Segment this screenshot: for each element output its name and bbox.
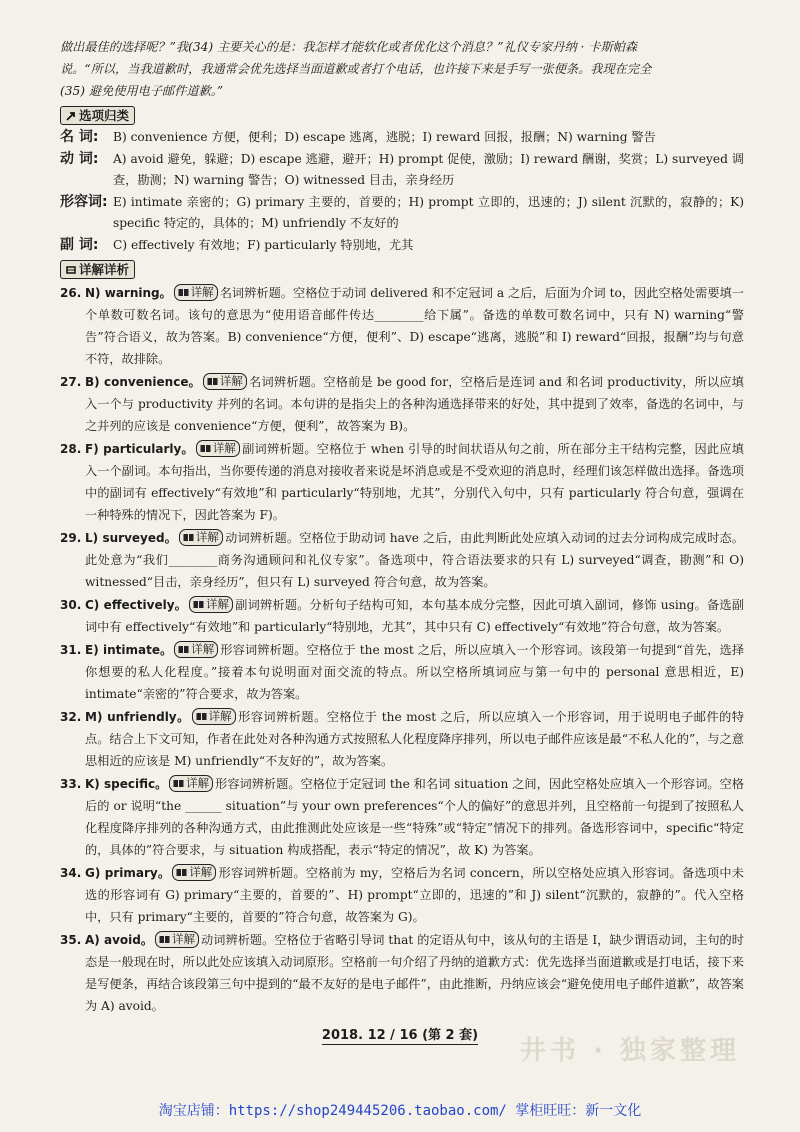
explanation-item bbox=[60, 639, 744, 705]
book-icon bbox=[196, 712, 207, 721]
intro-line: (35) 避免使用电子邮件道歉。” bbox=[60, 84, 224, 98]
vocab-label: 动 词: bbox=[60, 150, 99, 167]
detail-tag-label: 详解 bbox=[205, 597, 229, 611]
item-number: 27. bbox=[60, 375, 82, 389]
item-text: 动词辨析题。空格位于助动词 have 之后，由此判断此处应填入动词的过去分词构成完成时态。此处意为“我们________商务沟通顾问和礼仪专家”。备选项中，符合语法要求的只有 L) surveyed“调查，勘测”和 O) witnessed“目击，亲身经历”，但只有 L) surveyed 符合句意，故为答案。 bbox=[85, 531, 744, 589]
detail-tag bbox=[203, 373, 247, 390]
detail-tag bbox=[174, 641, 218, 658]
book-icon bbox=[159, 935, 170, 944]
page-content bbox=[60, 36, 744, 1018]
item-answer: C) effectively。 bbox=[85, 598, 187, 612]
item-answer: M) unfriendly。 bbox=[85, 710, 190, 724]
book-icon bbox=[178, 645, 189, 654]
vocab-row bbox=[60, 127, 744, 149]
intro-line: 做出最佳的选择呢？”我(34) 主要关心的是：我怎样才能软化或者优化这个消息？”礼仪专家丹纳 · 卡斯帕森 bbox=[60, 40, 638, 54]
detail-tag bbox=[179, 529, 223, 546]
book-icon bbox=[173, 779, 184, 788]
item-answer: K) specific。 bbox=[85, 777, 168, 791]
explanation-item bbox=[60, 706, 744, 772]
book-icon bbox=[178, 288, 189, 297]
item-text: 形容词辨析题。空格位于 the most 之后，所以应填入一个形容词。该段第一句提到“首先，选择你想要的私人化程度。”接着本句说明面对面交流的特点。所以空格所填词应与第一句中的 personal 意思相近，E) intimate“亲密的”符合要求，故为答案。 bbox=[85, 643, 745, 701]
section-title: 详解详析 bbox=[79, 262, 130, 277]
book-icon bbox=[66, 265, 76, 275]
item-answer: B) convenience。 bbox=[85, 375, 201, 389]
item-body bbox=[85, 371, 744, 437]
item-text: 动词辨析题。空格位于省略引导词 that 的定语从句中，该从句的主语是 I，缺少谓语动词，主句的时态是一般现在时，所以此处应该填入动词原形。空格前一句介绍了丹纳的道歉方式：优先选择当面道歉或是打电话，接下来是写便条，再结合该段第三句中提到的“最不友好的是电子邮件”，由此推断，丹纳应该会“避免使用电子邮件道歉”，故答案为 A) avoid。 bbox=[85, 933, 744, 1013]
item-body bbox=[85, 929, 744, 1017]
watermark: 井书 · 独家整理 bbox=[520, 1036, 740, 1066]
item-body bbox=[85, 282, 744, 370]
vocab-text: C) effectively 有效地；F) particularly 特别地，尤其 bbox=[113, 237, 414, 252]
detail-tag bbox=[189, 596, 233, 613]
explanation-item bbox=[60, 371, 744, 437]
item-number: 30. bbox=[60, 598, 82, 612]
detail-tag-label: 详解 bbox=[186, 776, 210, 790]
intro-line: 说。“所以，当我道歉时，我通常会优先选择当面道歉或者打个电话，也许接下来是手写一张便条。我现在完全 bbox=[60, 62, 652, 76]
item-body bbox=[85, 527, 744, 593]
vocab-row bbox=[60, 235, 744, 257]
detail-tag-label: 详解 bbox=[191, 642, 215, 656]
vocab-list bbox=[60, 127, 744, 256]
item-number: 34. bbox=[60, 866, 82, 880]
item-body bbox=[85, 594, 744, 638]
book-icon bbox=[183, 533, 194, 542]
explanation-item bbox=[60, 527, 744, 593]
section-heading-options bbox=[60, 106, 135, 125]
item-text: 名词辨析题。空格前是 be good for，空格后是连词 and 和名词 productivity，所以应填入一个与 productivity 并列的名词。本句讲的是指尖上的各种沟通选择带来的好处，其中提到了效率，备选的名词中，与之并列的应该是 convenience“方便，便利”，故答案为 B)。 bbox=[85, 375, 744, 433]
vocab-row bbox=[60, 149, 744, 192]
detail-tag-label: 详解 bbox=[208, 709, 232, 723]
detail-tag bbox=[196, 440, 240, 457]
book-icon bbox=[193, 600, 204, 609]
item-answer: F) particularly。 bbox=[85, 442, 194, 456]
item-text: 副词辨析题。分析句子结构可知，本句基本成分完整，因此可填入副词，修饰 using。备选副词中有 effectively“有效地”和 particularly“特别地，尤其”，其中只有 C) effectively“有效地”符合句意，故为答案。 bbox=[85, 598, 745, 634]
item-body bbox=[85, 639, 744, 705]
intro-paragraph bbox=[60, 36, 744, 102]
detail-tag bbox=[155, 931, 199, 948]
detail-tag-label: 详解 bbox=[195, 530, 219, 544]
explanation-item bbox=[60, 929, 744, 1017]
vocab-label: 名 词: bbox=[60, 129, 99, 145]
item-text: 形容词辨析题。空格位于 the most 之后，所以应填入一个形容词，用于说明电子邮件的特点。结合上下文可知，作者在此处对各种沟通方式按照私人化程度降序排列，所以电子邮件应该是最“不私人化的”，与之意思相近的应该是 M) unfriendly“不友好的”，故为答案。 bbox=[85, 710, 744, 768]
explanation-item bbox=[60, 594, 744, 638]
item-answer: E) intimate。 bbox=[85, 643, 173, 657]
item-text: 名词辨析题。空格位于动词 delivered 和不定冠词 a 之后，后面为介词 to，因此空格处需要填一个单数可数名词。该句的意思为“使用语音邮件传达________给下属”。备选的单数可数名词中，只有 N) warning“警告”符合语义，故为答案。B) convenience“方便，便利”、D) escape“逃离，逃脱”和 I) reward“回报，报酬”均与句意不符，故排除。 bbox=[85, 286, 744, 366]
vocab-label: 形容词: bbox=[60, 193, 108, 210]
section-title: 选项归类 bbox=[79, 108, 130, 123]
detail-tag-label: 详解 bbox=[190, 285, 214, 299]
item-body bbox=[85, 862, 744, 928]
detail-tag bbox=[174, 284, 218, 301]
explanation-item bbox=[60, 438, 744, 526]
item-answer: G) primary。 bbox=[85, 866, 171, 880]
book-icon bbox=[176, 868, 187, 877]
shop-footer[interactable]: 淘宝店铺：https://shop249445206.taobao.com/ 掌柜旺旺：新一文化 bbox=[158, 1103, 642, 1119]
item-text: 副词辨析题。空格位于 when 引导的时间状语从句之前，所在部分主干结构完整，因此应填入一个副词。本句指出，当你要传递的消息对接收者来说是坏消息或是不受欢迎的消息时，经理们该怎样做出选择。备选项中的副词有 effectively“有效地”和 particularly“特别地，尤其”，分别代入句中，只有 particularly 符合句意，强调在一种特殊的情况下，因此答案为 F)。 bbox=[85, 442, 744, 522]
explanation-item bbox=[60, 773, 744, 861]
item-body bbox=[85, 438, 744, 526]
item-answer: N) warning。 bbox=[85, 286, 172, 300]
detail-tag bbox=[172, 864, 216, 881]
detail-tag-label: 详解 bbox=[219, 374, 243, 388]
item-answer: L) surveyed。 bbox=[85, 531, 177, 545]
detail-tag bbox=[192, 708, 236, 725]
page-number-text: 2018. 12 / 16 (第 2 套) bbox=[321, 1028, 479, 1043]
vocab-text: A) avoid 避免，躲避；D) escape 逃避，避开；H) prompt 促使，激励；I) reward 酬谢，奖赏；L) surveyed 调查，勘测；N) warning 警告；O) witnessed 目击，亲身经历 bbox=[113, 151, 744, 187]
section-heading-explanations bbox=[60, 260, 135, 279]
detail-tag-label: 详解 bbox=[212, 441, 236, 455]
item-body bbox=[85, 706, 744, 772]
book-icon bbox=[200, 444, 211, 453]
detail-tag-label: 详解 bbox=[171, 932, 195, 946]
vocab-text: E) intimate 亲密的；G) primary 主要的，首要的；H) prompt 立即的，迅速的；J) silent 沉默的，寂静的；K) specific 特定的，具体的；M) unfriendly 不友好的 bbox=[113, 194, 744, 230]
book-icon bbox=[207, 377, 218, 386]
detail-tag bbox=[169, 775, 213, 792]
item-number: 35. bbox=[60, 933, 82, 947]
explanation-item bbox=[60, 282, 744, 370]
item-number: 33. bbox=[60, 777, 82, 791]
item-text: 形容词辨析题。空格位于定冠词 the 和名词 situation 之间，因此空格处应填入一个形容词。空格后的 or 说明“the ______ situation”与 your own preferences“个人的偏好”的意思并列，且空格前一句提到了按照私人化程度降序排列的各种沟通方式，由此推测此处应该是一些“特殊”或“特定”情况下的排列。备选形容词中，specific“特定的，具体的”符合要求，与 situation 构成搭配，表示“特定的情况”，故 K) 为答案。 bbox=[85, 777, 744, 857]
detail-tag-label: 详解 bbox=[189, 865, 213, 879]
page-number bbox=[0, 1024, 800, 1043]
explanation-item bbox=[60, 862, 744, 928]
item-number: 31. bbox=[60, 643, 82, 657]
item-text: 形容词辨析题。空格前为 my，空格后为名词 concern，所以空格处应填入形容词。备选项中未选的形容词有 G) primary“主要的，首要的”、H) prompt“立即的，迅速的”和 J) silent“沉默的，寂静的”。代入空格中，只有 primary“主要的，首要的”符合句意，故答案为 G)。 bbox=[85, 866, 744, 924]
item-number: 29. bbox=[60, 531, 82, 545]
item-number: 28. bbox=[60, 442, 82, 456]
item-number: 32. bbox=[60, 710, 82, 724]
vocab-text: B) convenience 方便，便利；D) escape 逃离，逃脱；I) reward 回报，报酬；N) warning 警告 bbox=[113, 130, 656, 144]
item-body bbox=[85, 773, 744, 861]
explanation-list bbox=[60, 282, 744, 1017]
item-answer: A) avoid。 bbox=[85, 933, 153, 947]
item-number: 26. bbox=[60, 286, 82, 300]
vocab-label: 副 词: bbox=[60, 236, 99, 253]
vocab-row bbox=[60, 192, 744, 235]
arrow-icon bbox=[66, 111, 76, 121]
